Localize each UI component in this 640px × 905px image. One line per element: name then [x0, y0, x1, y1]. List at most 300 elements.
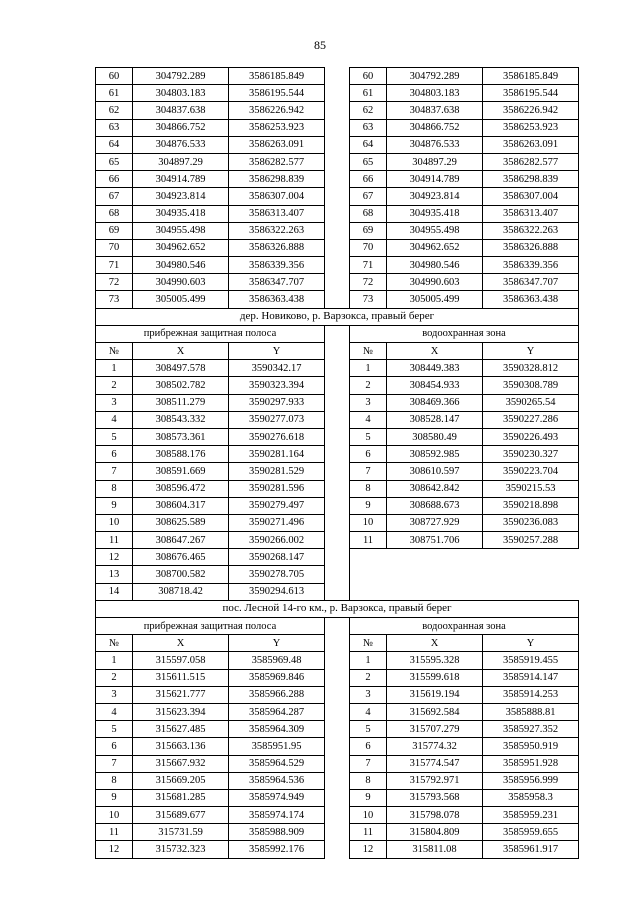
- left-cell: 9: [96, 497, 133, 514]
- table-row: [96, 85, 579, 102]
- right-cell: 315811.08: [387, 841, 483, 858]
- gap-cell: [325, 85, 350, 102]
- table-row: [96, 239, 579, 256]
- left-cell: 13: [96, 566, 133, 583]
- left-cell: 6: [96, 738, 133, 755]
- left-cell: 7: [96, 755, 133, 772]
- gap-cell: [325, 239, 350, 256]
- right-cell: 11: [350, 824, 387, 841]
- right-cell: 3585888.81: [483, 703, 579, 720]
- right-cell: 3585919.455: [483, 652, 579, 669]
- gap-cell: [325, 635, 350, 652]
- left-cell: 308573.361: [133, 428, 229, 445]
- column-header: X: [387, 343, 483, 360]
- left-cell: 3586339.356: [229, 257, 325, 274]
- empty-cell: [387, 583, 483, 600]
- left-cell: 304803.183: [133, 85, 229, 102]
- left-cell: 3590279.497: [229, 497, 325, 514]
- table-row: [96, 532, 579, 549]
- right-cell: 3585959.231: [483, 807, 579, 824]
- left-cell: 63: [96, 119, 133, 136]
- right-cell: 65: [350, 153, 387, 170]
- right-cell: 3586298.839: [483, 171, 579, 188]
- left-cell: 4: [96, 703, 133, 720]
- left-cell: 73: [96, 291, 133, 308]
- page-number: 85: [314, 38, 326, 52]
- table-row: [96, 772, 579, 789]
- section-title-row: [96, 308, 579, 325]
- gap-cell: [325, 119, 350, 136]
- gap-cell: [325, 772, 350, 789]
- right-cell: 7: [350, 463, 387, 480]
- right-cell: 2: [350, 377, 387, 394]
- table-row: [96, 566, 579, 583]
- left-cell: 3586263.091: [229, 136, 325, 153]
- right-cell: 3590218.898: [483, 497, 579, 514]
- right-cell: 3585961.917: [483, 841, 579, 858]
- left-cell: 3585974.949: [229, 789, 325, 806]
- right-cell: 3586195.544: [483, 85, 579, 102]
- empty-cell: [350, 549, 387, 566]
- gap-cell: [325, 738, 350, 755]
- right-cell: 6: [350, 738, 387, 755]
- gap-cell: [325, 703, 350, 720]
- right-cell: 304980.546: [387, 257, 483, 274]
- gap-cell: [325, 446, 350, 463]
- gap-cell: [325, 360, 350, 377]
- gap-cell: [325, 514, 350, 531]
- left-cell: 3590281.164: [229, 446, 325, 463]
- table-row: [96, 136, 579, 153]
- left-cell: 308596.472: [133, 480, 229, 497]
- empty-cell: [483, 566, 579, 583]
- left-cell: 11: [96, 824, 133, 841]
- left-cell: 308647.267: [133, 532, 229, 549]
- left-cell: 1: [96, 652, 133, 669]
- right-cell: 308688.673: [387, 497, 483, 514]
- left-cell: 3: [96, 394, 133, 411]
- left-cell: 12: [96, 841, 133, 858]
- gap-cell: [325, 377, 350, 394]
- table-row: [96, 119, 579, 136]
- right-cell: 304935.418: [387, 205, 483, 222]
- table-row: [96, 102, 579, 119]
- right-cell: 304897.29: [387, 153, 483, 170]
- right-cell: 67: [350, 188, 387, 205]
- right-cell: 308727.929: [387, 514, 483, 531]
- left-cell: 3585964.287: [229, 703, 325, 720]
- left-cell: 308625.589: [133, 514, 229, 531]
- right-cell: 304955.498: [387, 222, 483, 239]
- table-row: [96, 153, 579, 170]
- right-cell: 304962.652: [387, 239, 483, 256]
- right-cell: 308469.366: [387, 394, 483, 411]
- right-cell: 3590328.812: [483, 360, 579, 377]
- left-cell: 308588.176: [133, 446, 229, 463]
- right-cell: 3585950.919: [483, 738, 579, 755]
- right-cell: 10: [350, 514, 387, 531]
- right-cell: 304914.789: [387, 171, 483, 188]
- left-cell: 6: [96, 446, 133, 463]
- gap-cell: [325, 789, 350, 806]
- table-row: [96, 394, 579, 411]
- empty-cell: [350, 566, 387, 583]
- gap-cell: [325, 463, 350, 480]
- left-cell: 304837.638: [133, 102, 229, 119]
- left-cell: 308511.279: [133, 394, 229, 411]
- gap-cell: [325, 343, 350, 360]
- right-cell: 3590226.493: [483, 428, 579, 445]
- left-cell: 3590277.073: [229, 411, 325, 428]
- left-cell: 3590266.002: [229, 532, 325, 549]
- left-cell: 8: [96, 772, 133, 789]
- column-header: Y: [229, 635, 325, 652]
- zone-header-row: [96, 618, 579, 635]
- right-cell: 61: [350, 85, 387, 102]
- left-cell: 5: [96, 721, 133, 738]
- table-row: [96, 291, 579, 308]
- left-cell: 5: [96, 428, 133, 445]
- right-cell: 3585959.655: [483, 824, 579, 841]
- section-title: пос. Лесной 14-го км., р. Варзокса, правый берег: [96, 600, 579, 617]
- left-cell: 1: [96, 360, 133, 377]
- gap-cell: [325, 394, 350, 411]
- left-cell: 10: [96, 807, 133, 824]
- left-cell: 12: [96, 549, 133, 566]
- gap-cell: [325, 652, 350, 669]
- left-cell: 3586326.888: [229, 239, 325, 256]
- table-row: [96, 188, 579, 205]
- left-cell: 3585974.174: [229, 807, 325, 824]
- left-cell: 14: [96, 583, 133, 600]
- left-cell: 3585966.288: [229, 686, 325, 703]
- right-cell: 315774.547: [387, 755, 483, 772]
- left-cell: 3586195.544: [229, 85, 325, 102]
- column-header: №: [96, 343, 133, 360]
- table-row: [96, 703, 579, 720]
- right-cell: 6: [350, 446, 387, 463]
- column-header: Y: [229, 343, 325, 360]
- table-row: [96, 480, 579, 497]
- left-zone-header: прибрежная защитная полоса: [96, 618, 325, 635]
- right-cell: 64: [350, 136, 387, 153]
- left-cell: 308591.669: [133, 463, 229, 480]
- left-cell: 304923.814: [133, 188, 229, 205]
- column-header: Y: [483, 635, 579, 652]
- right-cell: 3590230.327: [483, 446, 579, 463]
- gap-cell: [325, 171, 350, 188]
- left-cell: 3590278.705: [229, 566, 325, 583]
- left-cell: 315667.932: [133, 755, 229, 772]
- left-cell: 315689.677: [133, 807, 229, 824]
- right-cell: 3586185.849: [483, 68, 579, 85]
- right-cell: 308751.706: [387, 532, 483, 549]
- right-cell: 3585956.999: [483, 772, 579, 789]
- column-header: X: [387, 635, 483, 652]
- gap-cell: [325, 291, 350, 308]
- left-cell: 308700.582: [133, 566, 229, 583]
- section-title: дер. Новиково, р. Варзокса, правый берег: [96, 308, 579, 325]
- right-cell: 7: [350, 755, 387, 772]
- left-cell: 2: [96, 377, 133, 394]
- right-cell: 315619.194: [387, 686, 483, 703]
- left-cell: 11: [96, 532, 133, 549]
- left-cell: 304962.652: [133, 239, 229, 256]
- right-cell: 3586322.263: [483, 222, 579, 239]
- table-row: [96, 274, 579, 291]
- right-cell: 3590257.288: [483, 532, 579, 549]
- column-header: №: [96, 635, 133, 652]
- gap-cell: [325, 411, 350, 428]
- right-cell: 63: [350, 119, 387, 136]
- left-cell: 315623.394: [133, 703, 229, 720]
- left-cell: 3590281.529: [229, 463, 325, 480]
- left-cell: 304897.29: [133, 153, 229, 170]
- left-cell: 304935.418: [133, 205, 229, 222]
- right-cell: 9: [350, 789, 387, 806]
- table-row: [96, 428, 579, 445]
- left-cell: 304980.546: [133, 257, 229, 274]
- left-cell: 3585969.48: [229, 652, 325, 669]
- left-cell: 72: [96, 274, 133, 291]
- left-cell: 3586282.577: [229, 153, 325, 170]
- right-cell: 308454.933: [387, 377, 483, 394]
- gap-cell: [325, 566, 350, 583]
- right-cell: 308592.985: [387, 446, 483, 463]
- left-cell: 67: [96, 188, 133, 205]
- left-cell: 308604.317: [133, 497, 229, 514]
- left-cell: 10: [96, 514, 133, 531]
- left-cell: 3585969.846: [229, 669, 325, 686]
- left-cell: 315732.323: [133, 841, 229, 858]
- right-cell: 3: [350, 394, 387, 411]
- table-row: [96, 807, 579, 824]
- right-cell: 315774.32: [387, 738, 483, 755]
- left-cell: 3586226.942: [229, 102, 325, 119]
- gap-cell: [325, 497, 350, 514]
- right-zone-header: водоохранная зона: [350, 618, 579, 635]
- right-cell: 9: [350, 497, 387, 514]
- left-cell: 308497.578: [133, 360, 229, 377]
- right-cell: 4: [350, 411, 387, 428]
- right-cell: 11: [350, 532, 387, 549]
- left-cell: 3590268.147: [229, 549, 325, 566]
- section-title-row: [96, 600, 579, 617]
- right-cell: 3586326.888: [483, 239, 579, 256]
- right-cell: 308642.842: [387, 480, 483, 497]
- right-cell: 315692.584: [387, 703, 483, 720]
- left-cell: 70: [96, 239, 133, 256]
- gap-cell: [325, 686, 350, 703]
- left-cell: 308543.332: [133, 411, 229, 428]
- left-cell: 8: [96, 480, 133, 497]
- right-cell: 73: [350, 291, 387, 308]
- empty-cell: [483, 583, 579, 600]
- right-cell: 12: [350, 841, 387, 858]
- left-cell: 3590281.596: [229, 480, 325, 497]
- left-cell: 315663.136: [133, 738, 229, 755]
- left-cell: 315611.515: [133, 669, 229, 686]
- left-cell: 315597.058: [133, 652, 229, 669]
- left-cell: 304955.498: [133, 222, 229, 239]
- gap-cell: [325, 102, 350, 119]
- gap-cell: [325, 824, 350, 841]
- right-cell: 3586313.407: [483, 205, 579, 222]
- right-cell: 1: [350, 360, 387, 377]
- table-row: [96, 824, 579, 841]
- left-cell: 308502.782: [133, 377, 229, 394]
- gap-cell: [325, 721, 350, 738]
- left-cell: 3586322.263: [229, 222, 325, 239]
- table-row: [96, 446, 579, 463]
- left-cell: 308676.465: [133, 549, 229, 566]
- right-cell: 3586339.356: [483, 257, 579, 274]
- gap-cell: [325, 68, 350, 85]
- gap-cell: [325, 188, 350, 205]
- gap-cell: [325, 532, 350, 549]
- table-row: [96, 205, 579, 222]
- right-cell: 315798.078: [387, 807, 483, 824]
- column-header: №: [350, 343, 387, 360]
- table-row: [96, 377, 579, 394]
- right-cell: 3585914.253: [483, 686, 579, 703]
- right-cell: 68: [350, 205, 387, 222]
- right-cell: 3586307.004: [483, 188, 579, 205]
- left-cell: 66: [96, 171, 133, 188]
- gap-cell: [325, 153, 350, 170]
- column-header-row: [96, 635, 579, 652]
- right-cell: 3585927.352: [483, 721, 579, 738]
- right-cell: 70: [350, 239, 387, 256]
- gap-cell: [325, 428, 350, 445]
- empty-cell: [387, 566, 483, 583]
- table-row: [96, 738, 579, 755]
- right-cell: 3590236.083: [483, 514, 579, 531]
- right-cell: 3585914.147: [483, 669, 579, 686]
- right-cell: 304837.638: [387, 102, 483, 119]
- left-cell: 3: [96, 686, 133, 703]
- left-cell: 304792.289: [133, 68, 229, 85]
- gap-cell: [325, 480, 350, 497]
- right-cell: 62: [350, 102, 387, 119]
- right-cell: 308449.383: [387, 360, 483, 377]
- right-cell: 5: [350, 721, 387, 738]
- right-cell: 315792.971: [387, 772, 483, 789]
- gap-cell: [325, 807, 350, 824]
- left-cell: 3585964.536: [229, 772, 325, 789]
- table-row: [96, 222, 579, 239]
- left-cell: 3586313.407: [229, 205, 325, 222]
- right-cell: 8: [350, 480, 387, 497]
- left-cell: 9: [96, 789, 133, 806]
- table-row: [96, 789, 579, 806]
- right-cell: 304990.603: [387, 274, 483, 291]
- right-cell: 3586253.923: [483, 119, 579, 136]
- left-cell: 3586347.707: [229, 274, 325, 291]
- left-cell: 3586298.839: [229, 171, 325, 188]
- empty-cell: [350, 583, 387, 600]
- right-cell: 304803.183: [387, 85, 483, 102]
- right-cell: 3585951.928: [483, 755, 579, 772]
- left-cell: 71: [96, 257, 133, 274]
- gap-cell: [325, 136, 350, 153]
- right-cell: 304876.533: [387, 136, 483, 153]
- right-cell: 304792.289: [387, 68, 483, 85]
- right-cell: 308610.597: [387, 463, 483, 480]
- table-row: [96, 755, 579, 772]
- zone-header-row: [96, 325, 579, 342]
- table-row: [96, 652, 579, 669]
- column-header: X: [133, 343, 229, 360]
- right-cell: 304866.752: [387, 119, 483, 136]
- right-cell: 315804.809: [387, 824, 483, 841]
- empty-cell: [483, 549, 579, 566]
- left-cell: 68: [96, 205, 133, 222]
- left-cell: 3585964.309: [229, 721, 325, 738]
- right-zone-header: водоохранная зона: [350, 325, 579, 342]
- left-cell: 304876.533: [133, 136, 229, 153]
- left-cell: 315731.59: [133, 824, 229, 841]
- table-row: [96, 497, 579, 514]
- left-cell: 69: [96, 222, 133, 239]
- right-cell: 69: [350, 222, 387, 239]
- table-row: [96, 360, 579, 377]
- right-cell: 3586263.091: [483, 136, 579, 153]
- column-header: Y: [483, 343, 579, 360]
- right-cell: 8: [350, 772, 387, 789]
- left-cell: 3586185.849: [229, 68, 325, 85]
- right-cell: 5: [350, 428, 387, 445]
- column-header: X: [133, 635, 229, 652]
- right-cell: 3: [350, 686, 387, 703]
- table-row: [96, 171, 579, 188]
- right-cell: 315707.279: [387, 721, 483, 738]
- gap-cell: [325, 549, 350, 566]
- table-row: [96, 583, 579, 600]
- column-header-row: [96, 343, 579, 360]
- left-cell: 3586307.004: [229, 188, 325, 205]
- gap-cell: [325, 841, 350, 858]
- left-cell: 315681.285: [133, 789, 229, 806]
- right-cell: 3586347.707: [483, 274, 579, 291]
- right-cell: 72: [350, 274, 387, 291]
- gap-cell: [325, 257, 350, 274]
- right-cell: 2: [350, 669, 387, 686]
- right-cell: 315595.328: [387, 652, 483, 669]
- table-row: [96, 68, 579, 85]
- right-cell: 3586282.577: [483, 153, 579, 170]
- left-cell: 3590271.496: [229, 514, 325, 531]
- table-row: [96, 514, 579, 531]
- right-cell: 3586363.438: [483, 291, 579, 308]
- left-cell: 4: [96, 411, 133, 428]
- left-cell: 3590276.618: [229, 428, 325, 445]
- empty-cell: [387, 549, 483, 566]
- table-row: [96, 669, 579, 686]
- gap-cell: [325, 274, 350, 291]
- right-cell: 315793.568: [387, 789, 483, 806]
- left-cell: 3585988.909: [229, 824, 325, 841]
- table-row: [96, 841, 579, 858]
- right-cell: 3586226.942: [483, 102, 579, 119]
- left-cell: 3590294.613: [229, 583, 325, 600]
- left-cell: 61: [96, 85, 133, 102]
- right-cell: 71: [350, 257, 387, 274]
- left-cell: 60: [96, 68, 133, 85]
- table-row: [96, 721, 579, 738]
- left-cell: 3585992.176: [229, 841, 325, 858]
- left-cell: 3590297.933: [229, 394, 325, 411]
